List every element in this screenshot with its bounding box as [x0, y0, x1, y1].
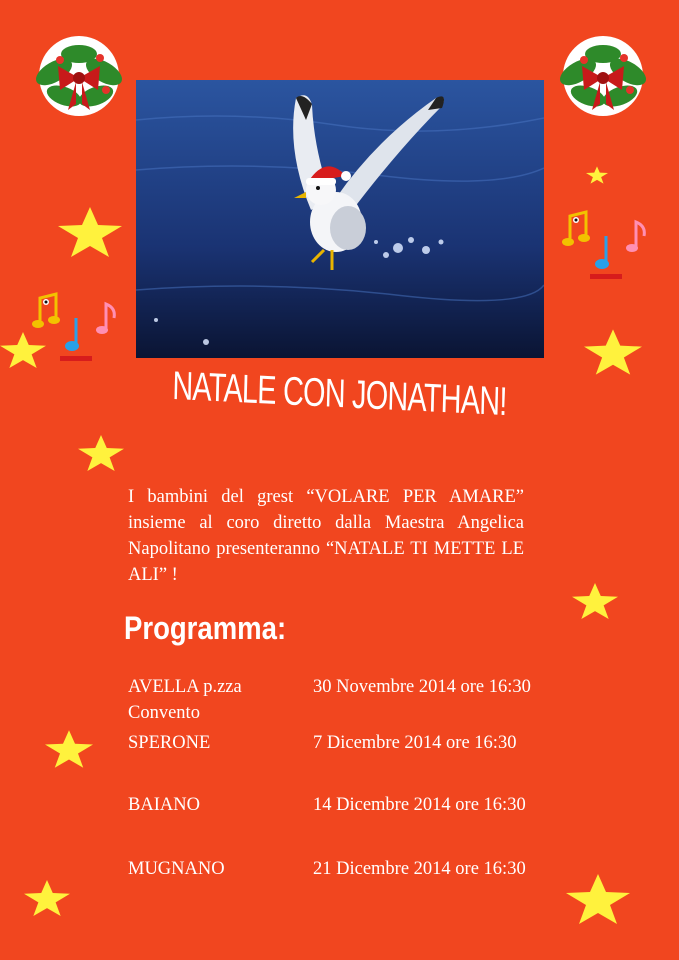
event-place: AVELLA p.zza Convento [128, 677, 242, 723]
event-place: BAIANO [128, 795, 200, 815]
star-icon [566, 868, 630, 930]
star-icon [78, 434, 124, 472]
event-date: 30 Novembre 2014 ore 16:30 [313, 677, 531, 697]
christmas-wreath-icon [548, 30, 658, 120]
seagull-illustration [136, 80, 544, 358]
seagull-with-santa-hat-photo [136, 80, 544, 358]
event-date: 14 Dicembre 2014 ore 16:30 [313, 795, 526, 815]
music-notes-icon [560, 210, 656, 284]
star-icon [58, 207, 122, 257]
star-icon [572, 582, 618, 620]
event-date: 21 Dicembre 2014 ore 16:30 [313, 859, 526, 879]
event-place: SPERONE [128, 733, 211, 753]
intro-paragraph: I bambini del grest “VOLARE PER AMARE” insieme al coro diretto dalla Maestra Angelica Napolitano presenteranno “NATALE TI METTE LE ALI” ! [128, 487, 524, 585]
program-heading: Programma: [124, 610, 287, 646]
star-icon [24, 878, 70, 918]
star-icon [45, 730, 93, 768]
star-icon [584, 326, 642, 378]
music-notes-icon [30, 292, 126, 366]
star-icon [586, 166, 608, 184]
page-title: NATALE CON JONATHAN! [171, 363, 508, 425]
christmas-wreath-icon [24, 30, 134, 120]
event-place: MUGNANO [128, 859, 225, 879]
event-date: 7 Dicembre 2014 ore 16:30 [313, 733, 517, 753]
